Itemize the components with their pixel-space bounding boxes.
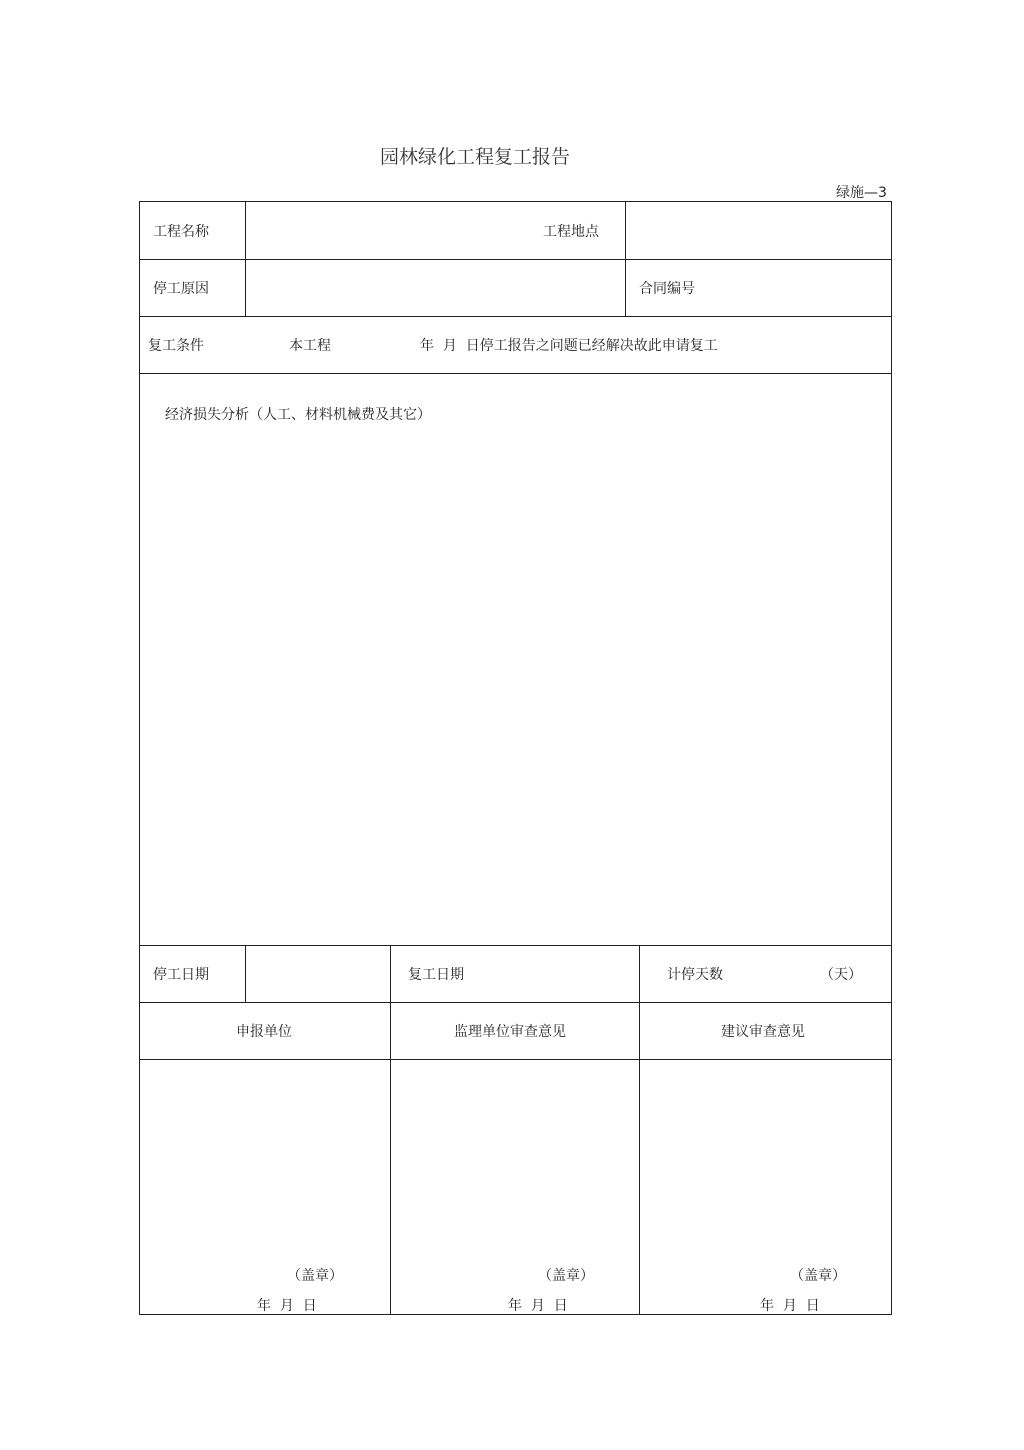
- resume-conditions-label: 复工条件: [148, 338, 204, 354]
- suggestion-label: 建议审查意见: [721, 1024, 805, 1040]
- col-divider: [639, 945, 640, 1315]
- stop-reason-field[interactable]: [246, 260, 624, 315]
- stop-reason-label: 停工原因: [153, 281, 209, 297]
- resume-date-label: 复工日期: [408, 967, 464, 983]
- project-name-label: 工程名称: [153, 224, 209, 240]
- date-supervision: 年 月 日: [508, 1298, 568, 1314]
- seal-supervision: （盖章）: [538, 1268, 594, 1284]
- seal-suggestion: （盖章）: [790, 1268, 846, 1284]
- seal-applicant: （盖章）: [287, 1268, 343, 1284]
- col-divider: [390, 945, 391, 1315]
- form-code: 绿施—3: [836, 185, 887, 201]
- date-suggestion: 年 月 日: [760, 1298, 820, 1314]
- page-title: 园林绿化工程复工报告: [379, 146, 570, 168]
- days-stopped-label: 计停天数: [667, 967, 723, 983]
- this-project-text: 本工程: [289, 338, 331, 354]
- row-divider: [139, 1059, 892, 1060]
- row-divider: [139, 316, 892, 317]
- applicant-label: 申报单位: [236, 1024, 292, 1040]
- row-divider: [139, 1002, 892, 1003]
- resume-statement: 年 月 日停工报告之问题已经解决故此申请复工: [420, 338, 718, 354]
- date-applicant: 年 月 日: [257, 1298, 317, 1314]
- supervision-label: 监理单位审查意见: [454, 1024, 566, 1040]
- days-unit: （天）: [820, 967, 862, 983]
- stop-date-label: 停工日期: [153, 967, 209, 983]
- contract-no-label: 合同编号: [639, 281, 695, 297]
- loss-analysis-area[interactable]: [141, 430, 889, 940]
- stop-date-field[interactable]: [246, 946, 389, 1001]
- row-divider: [139, 373, 892, 374]
- loss-analysis-label: 经济损失分析（人工、材料机械费及其它）: [165, 407, 431, 423]
- location-field[interactable]: [626, 202, 890, 258]
- location-label: 工程地点: [543, 224, 599, 240]
